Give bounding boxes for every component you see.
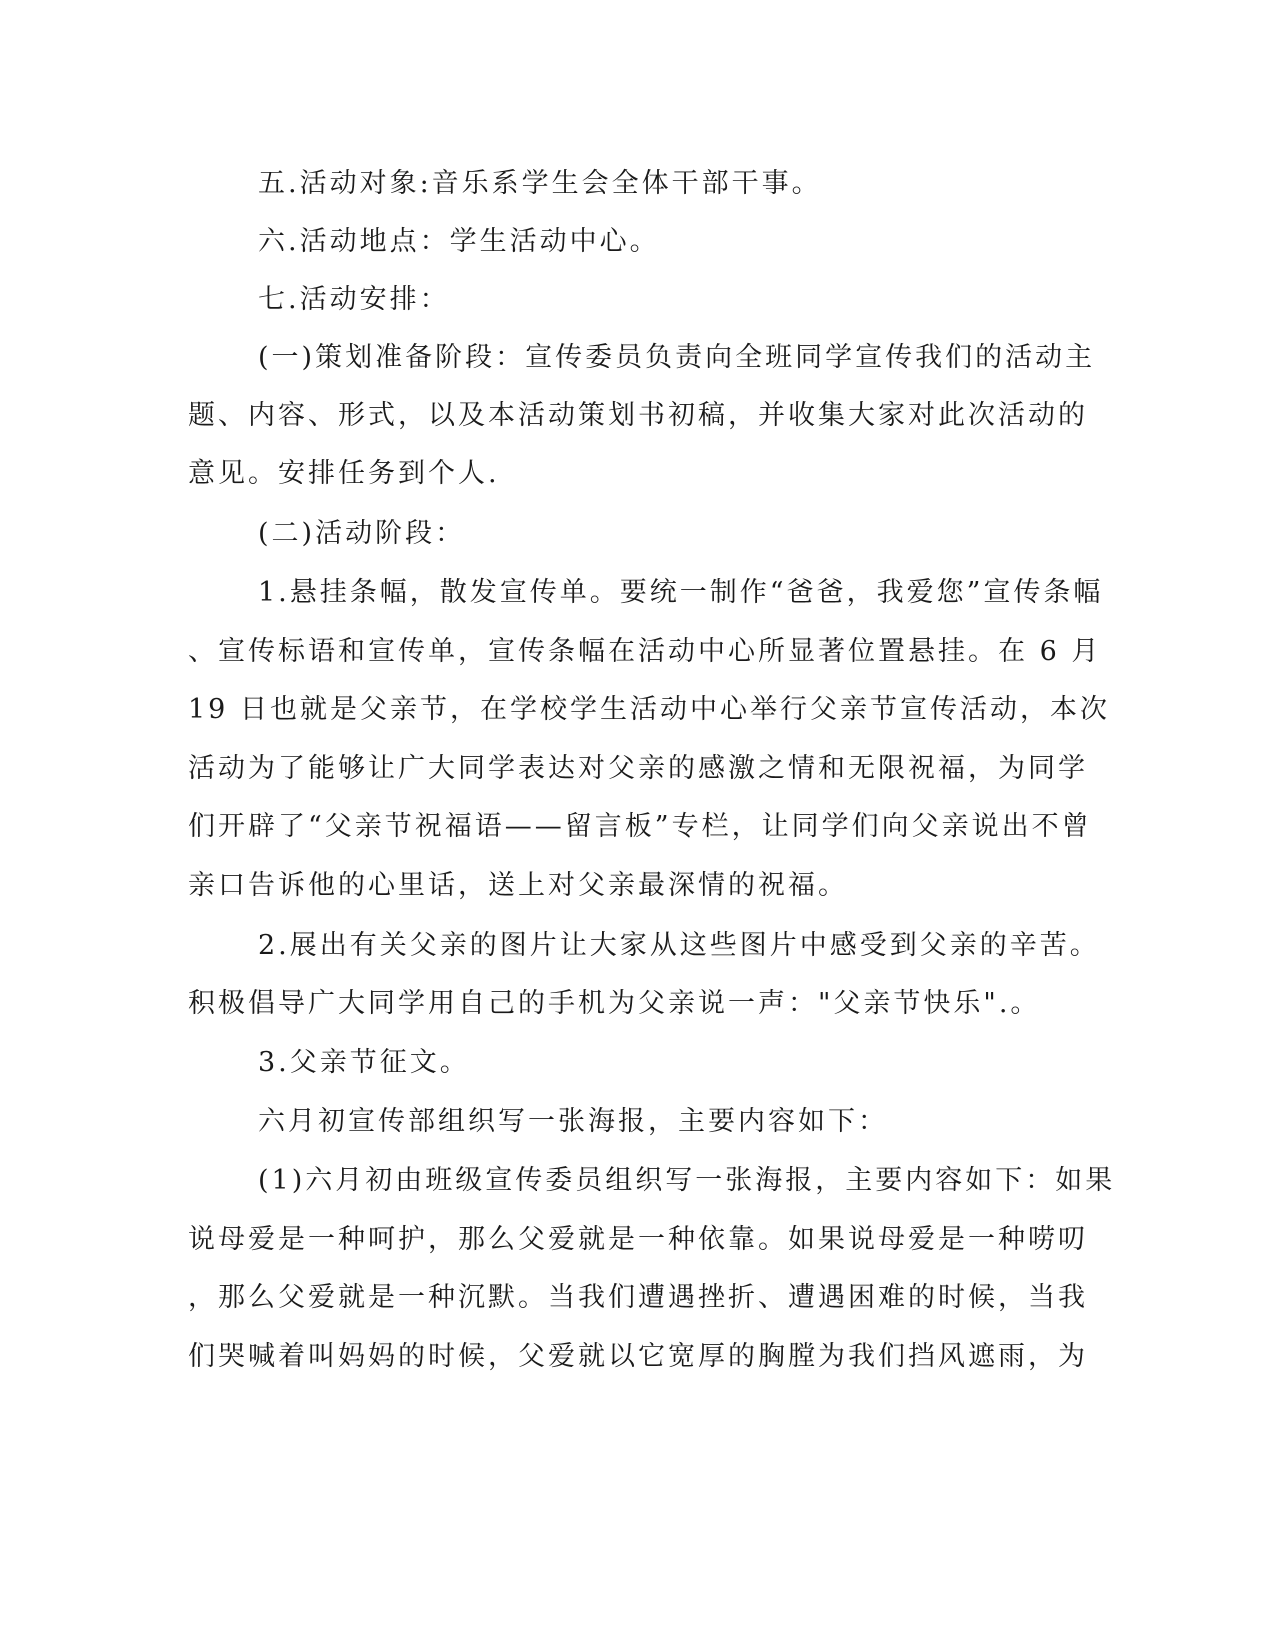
text-line-11: 活动为了能够让广大同学表达对父亲的感激之情和无限祝福，为同学 bbox=[188, 753, 1088, 784]
text-line-21: 们哭喊着叫妈妈的时候，父爱就以它宽厚的胸膛为我们挡风遮雨，为 bbox=[188, 1341, 1088, 1372]
text-line-8: 1.悬挂条幅，散发宣传单。要统一制作“爸爸，我爱您”宣传条幅 bbox=[258, 577, 1104, 608]
text-line-20: ，那么父爱就是一种沉默。当我们遭遇挫折、遭遇困难的时候，当我 bbox=[188, 1282, 1088, 1313]
text-line-10: 19 日也就是父亲节，在学校学生活动中心举行父亲节宣传活动，本次 bbox=[188, 694, 1110, 725]
text-line-16: 3.父亲节征文。 bbox=[258, 1047, 470, 1078]
text-line-5: 题、内容、形式，以及本活动策划书初稿，并收集大家对此次活动的 bbox=[188, 400, 1088, 431]
text-line-18: (1)六月初由班级宣传委员组织写一张海报，主要内容如下：如果 bbox=[258, 1165, 1116, 1196]
text-line-4: (一)策划准备阶段：宣传委员负责向全班同学宣传我们的活动主 bbox=[258, 342, 1096, 373]
text-line-1: 五.活动对象:音乐系学生会全体干部干事。 bbox=[258, 168, 822, 199]
text-line-6: 意见。安排任务到个人. bbox=[188, 458, 500, 489]
text-line-3: 七.活动安排： bbox=[258, 284, 450, 315]
text-line-9: 、宣传标语和宣传单，宣传条幅在活动中心所显著位置悬挂。在 6 月 bbox=[188, 636, 1102, 667]
text-line-7: (二)活动阶段： bbox=[258, 518, 466, 549]
text-line-13: 亲口告诉他的心里话，送上对父亲最深情的祝福。 bbox=[188, 870, 848, 901]
text-line-2: 六.活动地点：学生活动中心。 bbox=[258, 226, 660, 257]
text-line-17: 六月初宣传部组织写一张海报，主要内容如下： bbox=[258, 1106, 888, 1137]
text-line-15: 积极倡导广大同学用自己的手机为父亲说一声："父亲节快乐".。 bbox=[188, 988, 1041, 1019]
text-line-12: 们开辟了“父亲节祝福语——留言板”专栏，让同学们向父亲说出不曾 bbox=[188, 811, 1092, 842]
text-line-14: 2.展出有关父亲的图片让大家从这些图片中感受到父亲的辛苦。 bbox=[258, 930, 1100, 961]
text-line-19: 说母爱是一种呵护，那么父爱就是一种依靠。如果说母爱是一种唠叨 bbox=[188, 1224, 1088, 1255]
